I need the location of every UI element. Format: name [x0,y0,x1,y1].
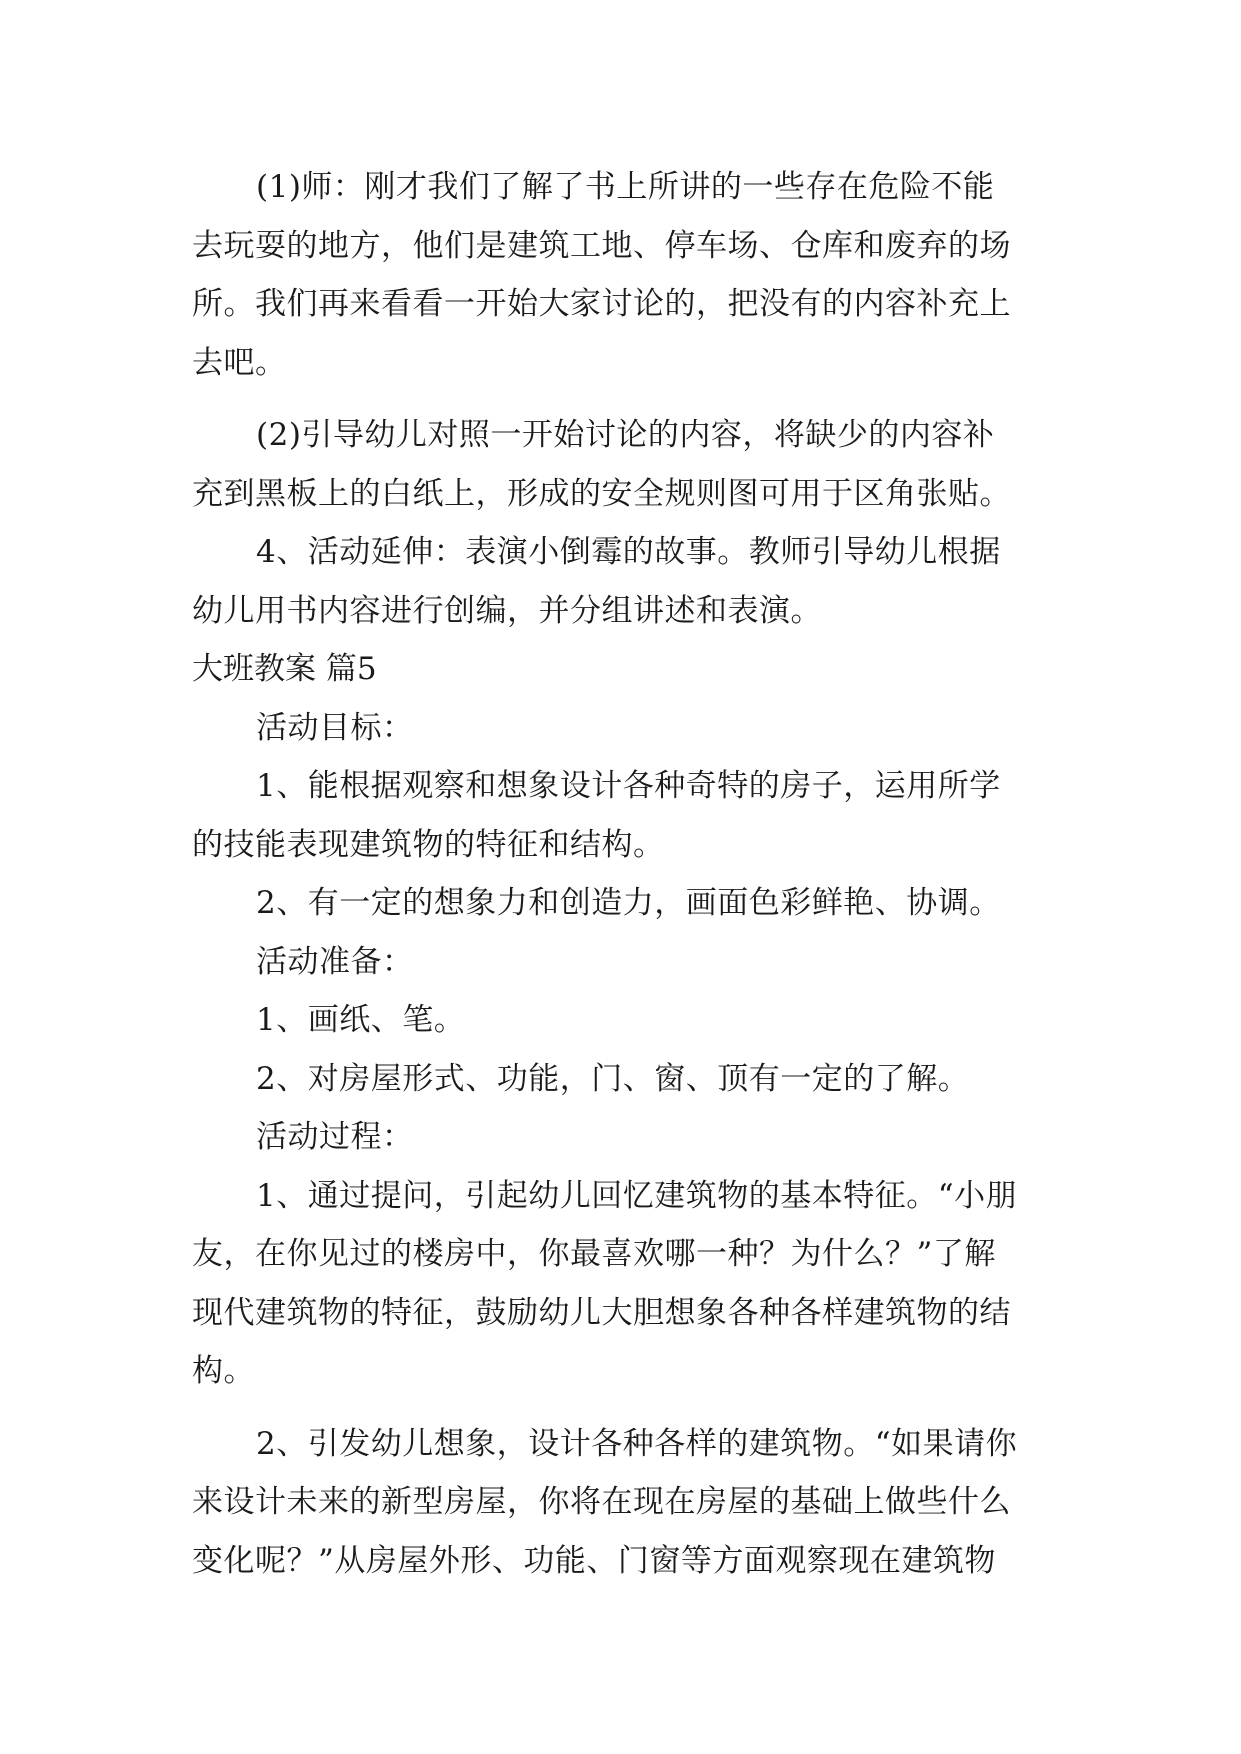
paragraph-line: 充到黑板上的白纸上，形成的安全规则图可用于区角张贴。 [192,475,1011,512]
paragraph-line: 幼儿用书内容进行创编，并分组讲述和表演。 [192,592,822,629]
paragraph-line: (2)引导幼儿对照一开始讨论的内容，将缺少的内容补 [256,417,995,453]
paragraph-line: 来设计未来的新型房屋，你将在现在房屋的基础上做些什么 [192,1484,1011,1520]
paragraph-line: 2、引发幼儿想象，设计各种各样的建筑物。“如果请你 [256,1425,1018,1462]
subheading-line: 活动目标： [256,709,414,746]
subheading-line: 活动过程： [256,1119,414,1155]
paragraph-line: 去吧。 [192,344,287,381]
paragraph-line: 变化呢？”从房屋外形、功能、门窗等方面观察现在建筑物 [192,1542,996,1579]
paragraph-line: 1、能根据观察和想象设计各种奇特的房子，运用所学 [256,768,1001,804]
paragraph-line: 的技能表现建筑物的特征和结构。 [192,826,665,863]
paragraph-line: 1、通过提问，引起幼儿回忆建筑物的基本特征。“小朋 [256,1177,1018,1214]
paragraph-line: 2、有一定的想象力和创造力，画面色彩鲜艳、协调。 [256,885,1001,921]
paragraph-line: 4、活动延伸：表演小倒霉的故事。教师引导幼儿根据 [256,534,1001,570]
document-body [192,158,1054,1590]
section-heading: 大班教案 篇5 [192,651,377,687]
paragraph-line: 2、对房屋形式、功能，门、窗、顶有一定的了解。 [256,1060,970,1097]
paragraph-line: 去玩耍的地方，他们是建筑工地、停车场、仓库和废弃的场 [192,227,1011,264]
paragraph-line: 友，在你见过的楼房中，你最喜欢哪一种？为什么？”了解 [192,1236,996,1272]
paragraph-line: 构。 [192,1353,255,1389]
paragraph-line: 现代建筑物的特征，鼓励幼儿大胆想象各种各样建筑物的结 [192,1294,1011,1331]
paragraph-line: (1)师：刚才我们了解了书上所讲的一些存在危险不能 [256,169,995,205]
paragraph-line: 1、画纸、笔。 [256,1002,466,1038]
paragraph-line: 所。我们再来看看一开始大家讨论的，把没有的内容补充上 [192,286,1011,322]
subheading-line: 活动准备： [256,943,414,980]
